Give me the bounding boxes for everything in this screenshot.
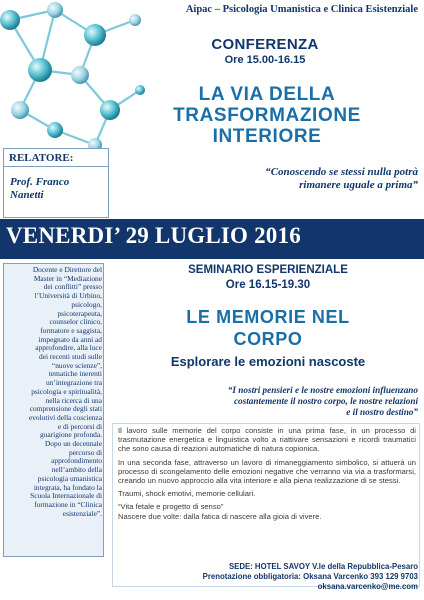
bio-line: Master in “Mediazione [33,273,102,283]
seminar-subtitle: Esplorare le emozioni nascoste [170,354,366,369]
bio-line: psicologo, [71,299,102,309]
seminar-time: Ore 16.15-19.30 [225,279,311,291]
quote-line: “Conoscendo se stessi nulla potrà [265,166,418,178]
description-line: Nascere due volte: dalla fatica di nascere alla gioia di vivere. [118,511,322,521]
main-title [112,84,422,147]
bio-line: un’integrazione tra [45,378,102,388]
speaker-name [10,176,105,202]
bio-line: l’Università di Urbino, [34,291,102,301]
conference-time: Ore 15.00-16.15 [224,54,306,66]
quote-line: costantemente il nostro corpo, le nostre relazioni [233,396,418,406]
bio-line: Scuola Internazionale di [30,491,102,501]
speaker-label: RELATORE: [4,149,108,167]
bio-line: Docente e Direttore del [32,265,102,274]
speaker-name-line: Nanetti [10,189,44,201]
bio-line: impegnato da anni ad [38,334,102,344]
booking-info: Prenotazione obbligatoria: Oksana Varcenko 393 129 9703 [202,572,418,581]
seminar-main-title [118,306,418,350]
bio-line: nell’ambito della [51,465,102,475]
bio-line: “nuove scienze”, [51,360,102,370]
quote-line: e il nostro destino” [346,407,418,417]
description-paragraph: Traumi, shock emotivi, memorie cellulari. [118,489,256,499]
bio-line: formatore e saggista, [40,325,102,335]
main-title-line: INTERIORE [212,126,322,147]
bio-line: psicoterapeuta, [57,308,102,318]
seminar-title: SEMINARIO ESPERIENZIALE [188,264,348,276]
main-title-line: TRASFORMAZIONE [173,105,361,126]
bio-line: esistenziale”. [62,508,102,518]
bio-line: dei conflitti” presso [43,282,102,292]
description-text [118,426,416,521]
bio-line: formazione in “Clinica [34,499,102,509]
venue-info: SEDE: HOTEL SAVOY V.le della Repubblica-Pesaro [228,562,418,571]
bio-line: Dopo un decennale [44,439,102,449]
quote-line: rimanere uguale a prima” [299,179,418,191]
bio-line: psicologia umanistica [37,473,102,483]
event-date: VENERDI’ 29 LUGLIO 2016 [6,223,301,248]
description-paragraph: In una seconda fase, attraverso un lavoro di rimaneggiamento simbolico, si attuerà un processo di scongelamento delle emozioni negative che verranno via via a trasformarsi, creando un nuovo approccio alla vita interiore e alla piena realizzazione di se stessi. [118,457,416,486]
bio-line: guarigione profonda. [40,430,102,440]
speaker-bio [6,266,102,518]
bio-line: comprensione degli stati [29,404,102,414]
bio-line: dei recenti studi sulle [38,352,102,362]
main-title-line: LA VIA DELLA [198,84,336,105]
bio-line: nella ricerca di una [45,395,102,405]
speaker-name-line: Prof. Franco [10,176,70,188]
seminar-main-title-line: LE MEMORIE NEL [186,307,350,327]
bio-line: counselor clinico, [49,317,102,327]
description-paragraph: Il lavoro sulle memorie del corpo consiste in una prima fase, in un processo di trasmutazione energetica e linguistica volto a riattivare sensazioni e ricordi traumatici che sono causa di reazioni automatiche di natura copionica. [118,426,416,454]
bio-line: percorso di [68,447,102,457]
bio-line: approfondire, alla luce [35,343,102,353]
quote-line: “I nostri pensieri e le nostre emozioni influenzano [227,385,418,395]
bio-line: e di percorsi di [57,421,102,431]
bio-line: tematiche inerenti [48,369,102,379]
description-line: “Vita fetale e progetto di senso” [118,502,224,512]
bio-line: approfondimento [51,456,102,466]
speaker-box [3,148,109,218]
seminar-main-title-line: CORPO [233,329,303,349]
bio-line: psicologia e spiritualità, [31,386,102,396]
contact-email[interactable]: oksana.varcenko@me.com [317,582,418,591]
seminar-quote [140,385,418,418]
bio-line: evolutivi della coscienza [28,412,102,422]
conference-quote [178,166,418,192]
organization-header: Aipac – Psicologia Umanistica e Clinica Esistenziale [185,4,418,15]
bio-line: integrata, ha fondato la [33,482,102,492]
conference-title: CONFERENZA [211,36,319,53]
footer-info [112,562,418,592]
